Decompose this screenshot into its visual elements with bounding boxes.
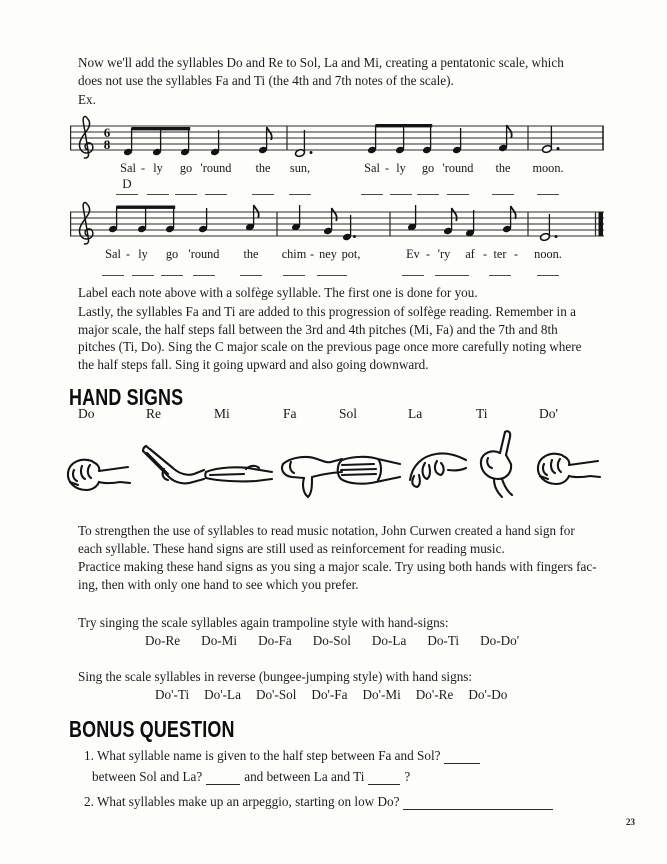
- solfege-blank: [537, 192, 559, 195]
- solfege-blank: [175, 192, 197, 195]
- lyric-syllable: noon.: [534, 247, 562, 261]
- time-signature: [104, 125, 111, 152]
- paragraph-line: each syllable. These hand signs are still used as reinforcement for reading music.: [78, 540, 505, 556]
- practice-paragraph: [78, 558, 597, 593]
- solfege-blank: [489, 273, 511, 276]
- lyric-syllable: af: [465, 247, 475, 261]
- eighth-flag: [332, 208, 337, 221]
- lyric-hyphen: -: [482, 247, 488, 261]
- question-text: ?: [404, 769, 411, 784]
- music-staff-2: [70, 198, 615, 288]
- lyric-syllable: Sal: [105, 247, 121, 261]
- syllable-pair: Do-Sol: [312, 633, 351, 648]
- treble-clef-icon: [80, 117, 93, 159]
- hand-label-mi: Mi: [214, 406, 230, 421]
- lyric-hyphen: -: [425, 247, 431, 261]
- lyric-syllable: Ev: [406, 247, 420, 261]
- paragraph-line: Lastly, the syllables Fa and Ti are added to this progression of solfège reading. Remember in a: [78, 304, 576, 319]
- solfege-blank: [205, 192, 227, 195]
- hand-label-do-high: Do': [539, 406, 558, 421]
- lyric-syllable: ly: [396, 161, 406, 175]
- final-barline-thick: [599, 212, 604, 236]
- lyric-hyphen: -: [384, 161, 390, 175]
- solfege-blank: [537, 273, 559, 276]
- lyric-syllable: ly: [138, 247, 148, 261]
- hand-sign-ti-image: [474, 428, 526, 500]
- eighth-flag: [452, 208, 457, 221]
- lyric-syllable: sun,: [289, 161, 311, 175]
- bonus-q2-line: [84, 794, 557, 810]
- lyric-hyphen: -: [513, 247, 519, 261]
- lyric-syllable: ly: [153, 161, 163, 175]
- paragraph-line: does not use the syllables Fa and Ti (the 4th and 7th notes of the scale).: [78, 72, 454, 88]
- hand-signs-heading: HAND SIGNS: [69, 384, 184, 410]
- solfege-blank: [492, 192, 514, 195]
- syllable-pair: Do-Fa: [258, 633, 292, 648]
- music-staff-1: [70, 112, 615, 208]
- staff1-notation: [70, 112, 615, 160]
- lyric-syllable: pot,: [341, 247, 361, 261]
- solfege-blank: [435, 273, 469, 276]
- syllable-pair: Do'-Fa: [311, 687, 348, 702]
- question-text: 1. What syllable name is given to the half step between Fa and Sol?: [84, 748, 441, 763]
- paragraph-line: Try singing the scale syllables again trampoline style with hand-signs:: [78, 615, 449, 630]
- question-text: between Sol and La?: [92, 769, 203, 784]
- syllable-pair: Do'-Re: [415, 687, 454, 702]
- lyric-hyphen: -: [140, 161, 146, 175]
- paragraph-line: Sing the scale syllables in reverse (bungee-jumping style) with hand signs:: [78, 669, 473, 684]
- syllable-pair: Do'-Ti: [155, 687, 190, 702]
- bonus-q1-line1: [84, 748, 484, 764]
- answer-blank: [368, 781, 400, 785]
- lyric-syllable: the: [495, 161, 511, 175]
- solfege-blank: [283, 273, 305, 276]
- hand-label-ti: Ti: [476, 406, 488, 421]
- notes-staff1: [123, 124, 559, 157]
- lyric-syllable: chim: [281, 247, 307, 261]
- lyric-syllable: 'round: [200, 161, 232, 175]
- hand-label-do: Do: [78, 406, 95, 421]
- syllable-pair: Do-Do': [480, 633, 520, 648]
- paragraph-line: the half steps fall. Sing it going upward and also going downward.: [78, 356, 429, 372]
- augmentation-dot: [310, 151, 313, 154]
- time-sig-bottom: 8: [103, 137, 111, 152]
- page-number: 23: [626, 817, 635, 827]
- trampoline-syllables-row: [145, 633, 519, 649]
- lyric-syllable: go: [179, 161, 193, 175]
- answer-blank: [403, 806, 553, 810]
- syllable-pair: Do'-La: [204, 687, 241, 702]
- paragraph-line: major scale, the half steps fall between the 3rd and 4th pitches (Mi, Fa) and the 7th and 8th: [78, 321, 558, 337]
- lyric-hyphen: -: [309, 247, 315, 261]
- reverse-syllables-row: [155, 687, 507, 703]
- solfege-blank: [116, 192, 138, 195]
- label-note-instruction: [78, 284, 478, 302]
- lyric-syllable: go: [165, 247, 179, 261]
- answer-blank: [444, 760, 480, 764]
- lyric-syllable: 'round: [442, 161, 474, 175]
- syllable-pair: Do-Ti: [427, 633, 460, 648]
- solfege-blank: [102, 273, 124, 276]
- lyric-syllable: Sal: [364, 161, 380, 175]
- lastly-paragraph: [78, 303, 581, 373]
- hand-sign-do-high-image: [534, 446, 602, 494]
- syllable-pair: Do'-Do: [468, 687, 508, 702]
- lyric-hyphen: -: [125, 247, 131, 261]
- half-note-head: [540, 233, 551, 242]
- hand-sign-re-image: [134, 440, 206, 496]
- bonus-question-heading: BONUS QUESTION: [69, 716, 235, 742]
- hand-label-fa: Fa: [283, 406, 297, 421]
- paragraph-line: ing, then with only one hand to see which you prefer.: [78, 576, 359, 592]
- staff2-notation: [70, 198, 615, 246]
- solfege-blank: [447, 192, 469, 195]
- lyric-syllable: ter: [493, 247, 507, 261]
- augmentation-dot: [557, 147, 560, 150]
- paragraph-line: To strengthen the use of syllables to read music notation, John Curwen created a hand sign for: [78, 523, 575, 538]
- hand-label-re: Re: [146, 406, 161, 421]
- hand-sign-la-image: [402, 444, 468, 488]
- syllable-pair: Do-Re: [145, 633, 181, 648]
- lyric-syllable: ney: [319, 247, 337, 261]
- lyric-syllable: moon.: [532, 161, 564, 175]
- lyric-syllable: 'ry: [437, 247, 451, 261]
- intro-paragraph: [78, 54, 564, 89]
- reverse-instruction: [78, 668, 472, 686]
- solfege-blank: [390, 192, 412, 195]
- syllable-pair: Do-Mi: [201, 633, 238, 648]
- bonus-q1-line2: [92, 769, 410, 785]
- solfege-blank: [193, 273, 215, 276]
- augmentation-dot: [555, 235, 558, 238]
- question-text: 2. What syllables make up an arpeggio, starting on low Do?: [84, 794, 400, 809]
- paragraph-line: Practice making these hand signs as you sing a major scale. Try using both hands with fingers fac-: [78, 559, 597, 574]
- hand-sign-sol-image: [334, 450, 402, 490]
- trampoline-instruction: [78, 614, 449, 632]
- lyric-syllable: Sal: [120, 161, 136, 175]
- solfege-blank: [289, 192, 311, 195]
- solfege-blank: [317, 273, 347, 276]
- half-note-head: [542, 145, 553, 154]
- solfege-blank: [252, 192, 274, 195]
- solfege-blank: [402, 273, 424, 276]
- augmentation-dot: [353, 235, 356, 238]
- solfege-blank: [147, 192, 169, 195]
- solfege-blank: [161, 273, 183, 276]
- solfege-blank: [417, 192, 439, 195]
- answer-blank: [206, 781, 240, 785]
- hand-sign-do-image: [64, 452, 132, 500]
- hand-label-la: La: [408, 406, 423, 421]
- paragraph-line: pitches (Ti, Do). Sing the C major scale on the previous page once more carefully noting where: [78, 339, 582, 354]
- paragraph-line: Label each note above with a solfège syllable. The first one is done for you.: [78, 285, 478, 300]
- hand-sign-mi-image: [202, 458, 274, 490]
- lyric-syllable: the: [243, 247, 259, 261]
- solfege-blank: [240, 273, 262, 276]
- syllable-pair: Do-La: [371, 633, 407, 648]
- solfege-answer-do: D: [122, 176, 132, 191]
- example-label: Ex.: [78, 92, 96, 107]
- syllable-pair: Do'-Sol: [255, 687, 297, 702]
- curwen-paragraph: [78, 522, 575, 557]
- lyric-syllable: the: [255, 161, 271, 175]
- treble-clef-icon: [80, 203, 93, 245]
- time-sig-top: 6: [103, 125, 111, 140]
- paragraph-line: Now we'll add the syllables Do and Re to Sol, La and Mi, creating a pentatonic scale, which: [78, 55, 564, 70]
- solfege-blank: [361, 192, 383, 195]
- solfege-blank: [132, 273, 154, 276]
- syllable-pair: Do'-Mi: [362, 687, 401, 702]
- question-text: and between La and Ti: [244, 769, 365, 784]
- lyric-syllable: go: [421, 161, 435, 175]
- hand-label-sol: Sol: [339, 406, 358, 421]
- lyric-syllable: 'round: [188, 247, 220, 261]
